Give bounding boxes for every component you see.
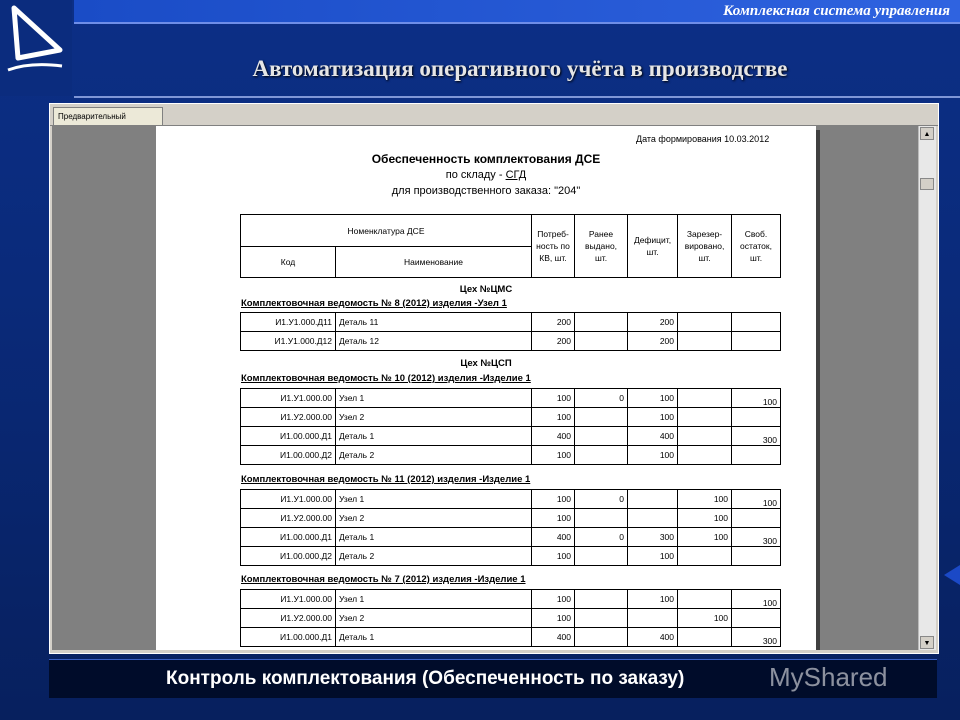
preview-window: [49, 103, 939, 654]
cell-issued: [575, 590, 628, 609]
warehouse-link[interactable]: СГД: [505, 169, 527, 181]
cell-reserved: 100: [678, 509, 732, 528]
cell-reserved: [678, 446, 732, 465]
cell-need: 100: [532, 389, 575, 408]
cell-name: Узел 2: [336, 609, 532, 628]
cell-issued: [575, 313, 628, 332]
cell-free: [732, 313, 781, 332]
table-row: [241, 547, 781, 566]
data-table: [240, 388, 781, 465]
cell-reserved: [678, 628, 732, 647]
cell-deficit: 100: [628, 408, 678, 427]
sheet-header: Комплектовочная ведомость № 10 (2012) изделия -Изделие 1: [241, 373, 531, 384]
cell-need: 100: [532, 490, 575, 509]
cell-code: И1.У1.000.00: [241, 590, 336, 609]
cell-code: И1.У2.000.00: [241, 509, 336, 528]
cell-code: И1.00.000.Д1: [241, 427, 336, 446]
header-divider: [74, 96, 960, 98]
report-title: Обеспеченность комплектования ДСЕ: [371, 152, 601, 166]
system-name: Комплексная система управления: [723, 3, 950, 19]
cell-need: 100: [532, 590, 575, 609]
cell-name: Узел 2: [336, 408, 532, 427]
parus-logo: [0, 0, 72, 96]
cell-name: Деталь 12: [336, 332, 532, 351]
cell-deficit: 100: [628, 547, 678, 566]
cell-name: Узел 1: [336, 490, 532, 509]
date-label: Дата формирования: [636, 134, 722, 144]
slide-caption: Контроль комплектования (Обеспеченность по заказу): [166, 668, 685, 689]
cell-name: Узел 1: [336, 389, 532, 408]
table-row: [241, 446, 781, 465]
cell-free: [732, 408, 781, 427]
cell-issued: [575, 628, 628, 647]
cell-need: 200: [532, 332, 575, 351]
cell-need: 100: [532, 609, 575, 628]
cell-issued: [575, 609, 628, 628]
data-table: [240, 312, 781, 351]
cell-name: Деталь 1: [336, 628, 532, 647]
cell-reserved: 100: [678, 528, 732, 547]
cell-issued: [575, 408, 628, 427]
sheet-header: Комплектовочная ведомость № 8 (2012) изделия -Узел 1: [241, 298, 507, 309]
cell-name: Деталь 2: [336, 547, 532, 566]
sail-logo-icon: [0, 0, 72, 96]
cell-name: Деталь 1: [336, 528, 532, 547]
cell-reserved: [678, 313, 732, 332]
sheet-header: Комплектовочная ведомость № 7 (2012) изделия -Изделие 1: [241, 574, 526, 585]
cell-code: И1.00.000.Д2: [241, 547, 336, 566]
cell-deficit: 200: [628, 332, 678, 351]
cell-free: [732, 609, 781, 628]
cell-free: 100: [732, 490, 781, 509]
cell-need: 400: [532, 427, 575, 446]
cell-need: 100: [532, 509, 575, 528]
cell-free: 100: [732, 590, 781, 609]
table-row: [241, 332, 781, 351]
cell-code: И1.00.000.Д1: [241, 528, 336, 547]
cell-deficit: 100: [628, 389, 678, 408]
report-header-table: [240, 214, 781, 278]
data-table: [240, 489, 781, 566]
table-row: [241, 427, 781, 446]
cell-free: [732, 332, 781, 351]
cell-issued: 0: [575, 389, 628, 408]
cell-code: И1.У1.000.00: [241, 490, 336, 509]
table-row: [241, 313, 781, 332]
cell-reserved: [678, 427, 732, 446]
cell-deficit: 300: [628, 528, 678, 547]
cell-code: И1.00.000.Д1: [241, 628, 336, 647]
date-value: 10.03.2012: [724, 134, 770, 144]
cell-deficit: [628, 490, 678, 509]
cell-deficit: 100: [628, 446, 678, 465]
caption-bar: [49, 659, 937, 698]
cell-reserved: 100: [678, 609, 732, 628]
preview-area: [52, 126, 918, 650]
report-order: для производственного заказа: "204": [391, 185, 581, 197]
cell-need: 400: [532, 628, 575, 647]
cell-issued: [575, 547, 628, 566]
watermark: MyShared: [769, 662, 888, 692]
cell-code: И1.У2.000.00: [241, 408, 336, 427]
cell-reserved: [678, 389, 732, 408]
cell-code: И1.00.000.Д2: [241, 446, 336, 465]
cell-free: 300: [732, 628, 781, 647]
shop-header: Цех №ЦСП: [460, 358, 512, 369]
cell-need: 100: [532, 408, 575, 427]
report-page: [156, 126, 816, 650]
slide-title: Автоматизация оперативного учёта в производстве: [252, 56, 788, 81]
table-row: [241, 389, 781, 408]
table-row: [241, 590, 781, 609]
vertical-scrollbar[interactable]: [918, 126, 936, 650]
top-bar: [74, 0, 960, 24]
table-row: [241, 609, 781, 628]
cell-issued: 0: [575, 490, 628, 509]
cell-free: 300: [732, 528, 781, 547]
col-nomenclature: Номенклатура ДСЕ: [241, 215, 532, 247]
col-issued: Ранее выдано, шт.: [575, 215, 628, 278]
data-table: [240, 589, 781, 647]
scroll-down-icon[interactable]: ▼: [920, 636, 934, 649]
cell-code: И1.У1.000.Д11: [241, 313, 336, 332]
col-deficit: Дефицит, шт.: [628, 215, 678, 278]
cell-name: Узел 1: [336, 590, 532, 609]
tab-preview[interactable]: Предварительный: [53, 107, 163, 125]
cell-deficit: [628, 609, 678, 628]
cell-reserved: 100: [678, 490, 732, 509]
cell-need: 100: [532, 547, 575, 566]
scroll-up-icon[interactable]: ▲: [920, 127, 934, 140]
cell-name: Деталь 11: [336, 313, 532, 332]
col-free: Своб. остаток, шт.: [732, 215, 781, 278]
cell-free: [732, 446, 781, 465]
cell-deficit: 100: [628, 590, 678, 609]
cell-deficit: [628, 509, 678, 528]
table-row: [241, 628, 781, 647]
cell-issued: [575, 332, 628, 351]
cell-free: 100: [732, 389, 781, 408]
col-code: Код: [241, 247, 336, 278]
table-row: [241, 509, 781, 528]
cell-reserved: [678, 332, 732, 351]
cell-deficit: 200: [628, 313, 678, 332]
col-need: Потреб-ность по КВ, шт.: [532, 215, 575, 278]
page-shadow: [816, 130, 820, 650]
cell-code: И1.У2.000.00: [241, 609, 336, 628]
cell-free: 300: [732, 427, 781, 446]
cell-name: Узел 2: [336, 509, 532, 528]
shop-header: Цех №ЦМС: [459, 284, 513, 295]
cell-free: [732, 509, 781, 528]
cell-issued: [575, 509, 628, 528]
table-row: [241, 528, 781, 547]
warehouse-prefix: по складу -: [445, 169, 506, 181]
cell-need: 100: [532, 446, 575, 465]
next-slide-icon[interactable]: [942, 565, 960, 585]
col-reserved: Зарезер-вировано, шт.: [678, 215, 732, 278]
cell-code: И1.У1.000.Д12: [241, 332, 336, 351]
cell-need: 400: [532, 528, 575, 547]
table-row: [241, 408, 781, 427]
cell-issued: 0: [575, 528, 628, 547]
report-date: [636, 134, 769, 144]
cell-free: [732, 547, 781, 566]
cell-name: Деталь 2: [336, 446, 532, 465]
col-name: Наименование: [336, 247, 532, 278]
cell-code: И1.У1.000.00: [241, 389, 336, 408]
sheet-header: Комплектовочная ведомость № 11 (2012) изделия -Изделие 1: [241, 474, 531, 485]
cell-reserved: [678, 547, 732, 566]
cell-need: 200: [532, 313, 575, 332]
cell-issued: [575, 446, 628, 465]
scroll-thumb[interactable]: [920, 178, 934, 190]
table-row: [241, 490, 781, 509]
cell-reserved: [678, 408, 732, 427]
cell-deficit: 400: [628, 427, 678, 446]
cell-deficit: 400: [628, 628, 678, 647]
cell-reserved: [678, 590, 732, 609]
report-warehouse: [156, 169, 816, 181]
cell-issued: [575, 427, 628, 446]
cell-name: Деталь 1: [336, 427, 532, 446]
